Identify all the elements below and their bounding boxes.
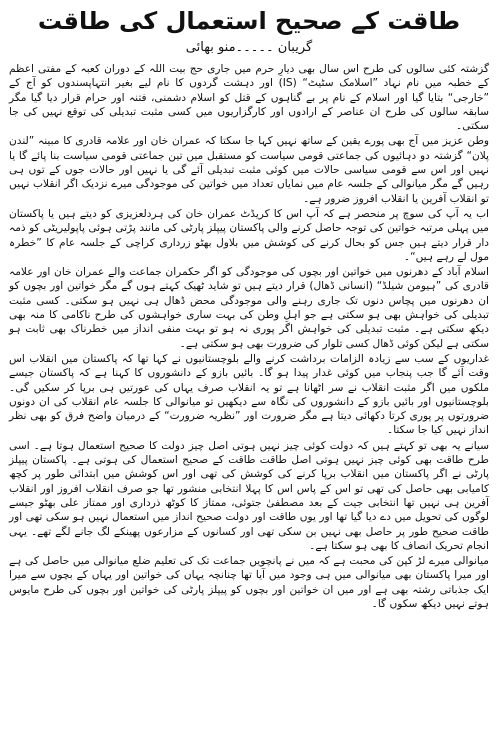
paragraph: میانوالی میرے لڑ کپن کی محبت ہے کہ میں نے پانچویں جماعت تک کی تعلیم ضلع میانوالی میں حاصل کی ہے اور میرا پاکستان بھی میانوالی میں ہی وجود میں آیا تھا چنانچہ یہاں کی خواتین اور یہاں کے بچوں سے میرا ایک جذباتی رشتہ بھی ہے اور میں ان خواتین اور بچوں کو پیپلز پارٹی کی خواتین اور بچوں کی طرح مایوس ہوتے نہیں دیکھ سکوں گا۔ [9, 555, 489, 610]
paragraph: اسلام آباد کے دھرنوں میں خواتین اور بچوں کی موجودگی کو اگر حکمران جماعت والے عمران خان اور علامہ قادری کی ”ہیومن شیلڈ“ (انسانی ڈھال) قرار دیتے ہیں تو شاید ٹھیک کہتے ہوں گے مگر خواتین اور بچوں کو ان دھرنوں میں پچاس دنوں تک جاری رہنے والی موجودگی محض ڈھال ہی نہیں ہو سکتی۔ کسی مثبت تبدیلی کی خواہش بھی ہو سکتی ہے جو اہلِ وطن کی بہت ساری خواہشوں کی طرح ناکامی کا منہ بھی دیکھ سکتی ہے۔ مثبت تبدیلی کی خواہش اگر پوری نہ ہو تو بہت منفی انداز میں خطرناک بھی ثابت ہو سکتی ہے لیکن کوئی ڈھال کسی تلوار کی ضرورت بھی ہو سکتی ہے۔ [9, 266, 489, 350]
column-byline: گریبان ۔۔۔۔۔منو بھائی [185, 40, 313, 55]
page-title: طاقت کے صحیح استعمال کی طاقت [37, 7, 461, 35]
paragraph: غداریوں کے سب سے زیادہ الزامات برداشت کرنے والے بلوچستانیوں نے کہا تھا کہ پاکستان میں انقلاب اس وقت آئے گا جب پنجاب میں کوئی غدار پیدا ہو گا۔ بائیں بازو کے دانشوروں کا کہنا ہے کہ پاکستان جیسے ملکوں میں اگر مثبت انقلاب نے سر اٹھانا ہے تو یہ انقلاب صرف یہاں کی عورتیں ہی برپا کر سکیں گی۔ بلوچستانیوں اور بائیں بازو کے دانشوروں کی نگاہ سے دیکھیں تو میانوالی کا جلسہ عام انقلاب کی ان دونوں ضرورتوں پر پوری کرتا دکھائی دیتا ہے مگر ضرورت اور ”نظریہ ضرورت“ کے درمیان واضح فرق کو بھی نظر انداز نہیں کیا جا سکتا۔ [9, 352, 489, 437]
paragraph: وطن عزیز میں آج بھی پورے یقین کے ساتھ نہیں کہا جا سکتا کہ عمران خان اور علامہ قادری کا مبینہ ”لندن پلان“ گزشتہ دو دہائیوں کی جماعتی قومی سیاست کو مستقبل میں تین جماعتی قومی سیاست بنا پائے گا یا نہیں اور اس سے قومی سیاسی حالات میں کوئی مثبت تبدیلی آئے گی یا نہیں اور حالات جوں کے توں ہی رہیں گے مگر میانوالی کے جلسہ عام میں نمایاں تعداد میں خواتین کی موجودگی میرے نزدیک اگر انقلاب نہیں تو انقلاب آفرین یا انقلاب افروز ضرور ہے۔ [9, 135, 489, 205]
paragraph: اب یہ آپ کی سوچ پر منحصر ہے کہ آپ اس کا کریڈٹ عمران خان کی ہردلعزیزی کو دیتے ہیں یا پاکستان میں پہلی مرتبہ خواتین کی توجہ حاصل کرنے والی پاکستان پیپلز پارٹی کی مانند پڑتی ہوئی پاپولیریٹی کو ذمہ دار قرار دیتے ہیں جس کو بحال کرنے کی کوشش میں بلاول بھٹو زرداری کراچی کے جلسہ عام کا ”خطرہ مول لے رہے ہیں“۔ [9, 207, 489, 263]
article-body [9, 62, 489, 611]
paragraph: سیانے یہ بھی تو کہتے ہیں کہ دولت کوئی چیز نہیں ہوتی اصل چیز دولت کا صحیح استعمال ہوتا ہے۔ اسی طرح طاقت بھی کوئی چیز نہیں ہوتی اصل طاقت طاقت کے صحیح استعمال کی ہوتی ہے۔ پاکستان پیپلز پارٹی نے اگر پاکستان میں انقلاب برپا کرنے کی کوشش کی تھی اور اس کوشش میں ابتدائی طور پر کچھ کامیابی بھی حاصل کی تھی تو اس کے پاس اس کا پہلا انتخابی منشور تھا جو صرف انقلاب افروز اور انقلاب آفرین ہی نہیں تھا انتخابی جیت کے بعد مصطفیٰ جتوئی، ممتاز کا کوٹھ ذرداری اور ممتاز علی بھٹو جیسے لوگوں کی تحویل میں دے دیا گیا تھا اور یوں طاقت اور دولت صحیح انداز میں استعمال نہیں ہو سکی تھی اور طاقت صحیح طور پر حاصل بھی نہیں بن سکی تھی اور کسانوں کے مزارعوں پھینکے لگ جانے لگے تھے۔ یہی انجام تحریک انصاف کا بھی ہو سکتا ہے۔ [9, 439, 489, 552]
paragraph: گزشتہ کئی سالوں کی طرح اس سال بھی دیارِ حرم میں جاری حج بیت اللہ کے دوران کعبہ کے مفتی اعظم کے خطبہ میں نام نہاد ”اسلامک سٹیٹ“ (IS) اور دہشت گردوں کا نام لیے بغیر انتہاپسندوں کو آج کے ”خارجی“ بتایا گیا اور اسلام کے نام پر بے گناہوں کے قتل کو اسلام دشمنی، فتنہ اور حرام قرار دیا گیا مگر سابقہ سالوں کی طرح ان عناصر کے ارادوں اور کارگزاریوں میں کسی مثبت تبدیلی کی توقع نہیں کی جا سکتی۔ [9, 63, 489, 133]
